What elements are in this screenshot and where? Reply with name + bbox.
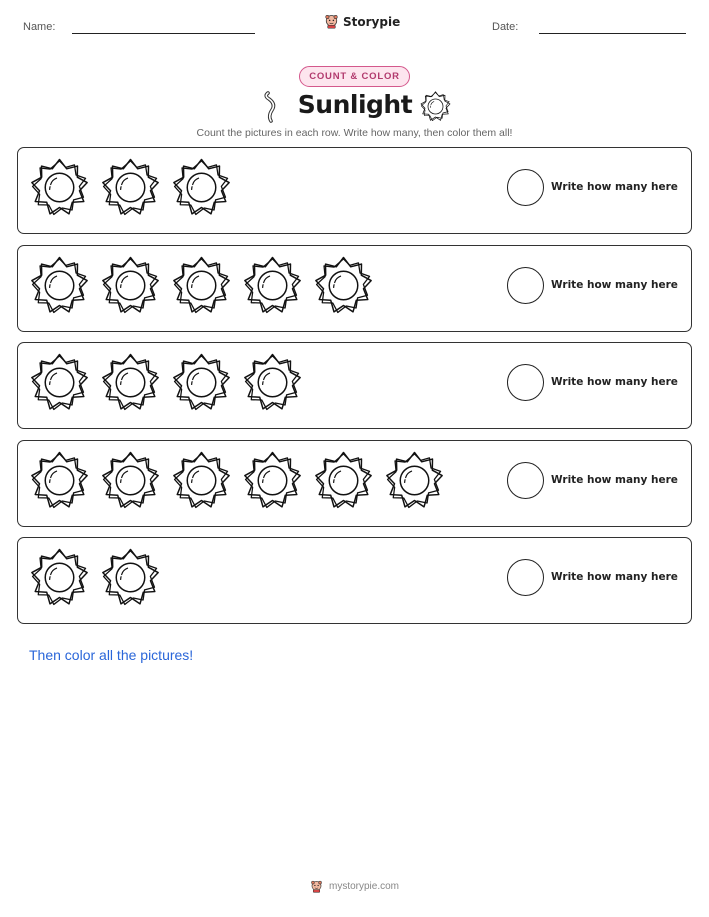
name-line[interactable]: [72, 33, 255, 34]
color-instruction: Then color all the pictures!: [29, 647, 194, 663]
sun-group: [30, 353, 302, 412]
sun-group: [30, 451, 444, 510]
sun-group: [30, 158, 231, 217]
squiggle-icon: [262, 90, 282, 124]
sun-icon[interactable]: [314, 451, 373, 510]
answer-label: Write how many here: [551, 181, 678, 193]
answer-circle[interactable]: [507, 364, 544, 401]
count-color-tag: COUNT & COLOR: [299, 66, 410, 87]
footer: [0, 880, 709, 893]
sun-icon[interactable]: [172, 451, 231, 510]
sun-icon[interactable]: [385, 451, 444, 510]
brand-logo: [324, 14, 400, 29]
sun-group: [30, 548, 160, 607]
sun-icon[interactable]: [30, 451, 89, 510]
date-line[interactable]: [539, 33, 686, 34]
storypie-mascot-icon: [324, 14, 339, 29]
sun-icon[interactable]: [243, 451, 302, 510]
count-row-2: [17, 245, 692, 332]
answer-circle[interactable]: [507, 169, 544, 206]
sun-icon[interactable]: [101, 548, 160, 607]
sun-icon[interactable]: [101, 256, 160, 315]
sun-icon[interactable]: [30, 256, 89, 315]
site-url[interactable]: mystorypie.com: [328, 881, 399, 892]
answer-label: Write how many here: [551, 571, 678, 583]
answer-circle[interactable]: [507, 559, 544, 596]
count-row-4: [17, 440, 692, 527]
page-title: Sunlight: [297, 90, 413, 119]
sun-icon[interactable]: [101, 158, 160, 217]
sun-icon[interactable]: [243, 256, 302, 315]
sun-group: [30, 256, 373, 315]
answer-label: Write how many here: [551, 279, 678, 291]
sun-icon[interactable]: [30, 548, 89, 607]
instructions: Count the pictures in each row. Write how many, then color them all!: [196, 127, 513, 139]
brand-name: Storypie: [343, 14, 401, 29]
sun-icon[interactable]: [243, 353, 302, 412]
answer-circle[interactable]: [507, 267, 544, 304]
name-label: Name:: [23, 21, 56, 33]
sun-icon[interactable]: [30, 353, 89, 412]
answer-circle[interactable]: [507, 462, 544, 499]
count-row-5: [17, 537, 692, 624]
count-row-3: [17, 342, 692, 429]
count-row-1: [17, 147, 692, 234]
sun-icon[interactable]: [172, 353, 231, 412]
date-label: Date:: [492, 21, 519, 33]
title-sun-icon: [420, 91, 451, 122]
sun-icon[interactable]: [101, 451, 160, 510]
answer-label: Write how many here: [551, 376, 678, 388]
sun-icon[interactable]: [172, 256, 231, 315]
storypie-mascot-icon: [310, 880, 323, 893]
sun-icon[interactable]: [314, 256, 373, 315]
sun-icon[interactable]: [101, 353, 160, 412]
sun-icon[interactable]: [172, 158, 231, 217]
answer-label: Write how many here: [551, 474, 678, 486]
sun-icon[interactable]: [30, 158, 89, 217]
